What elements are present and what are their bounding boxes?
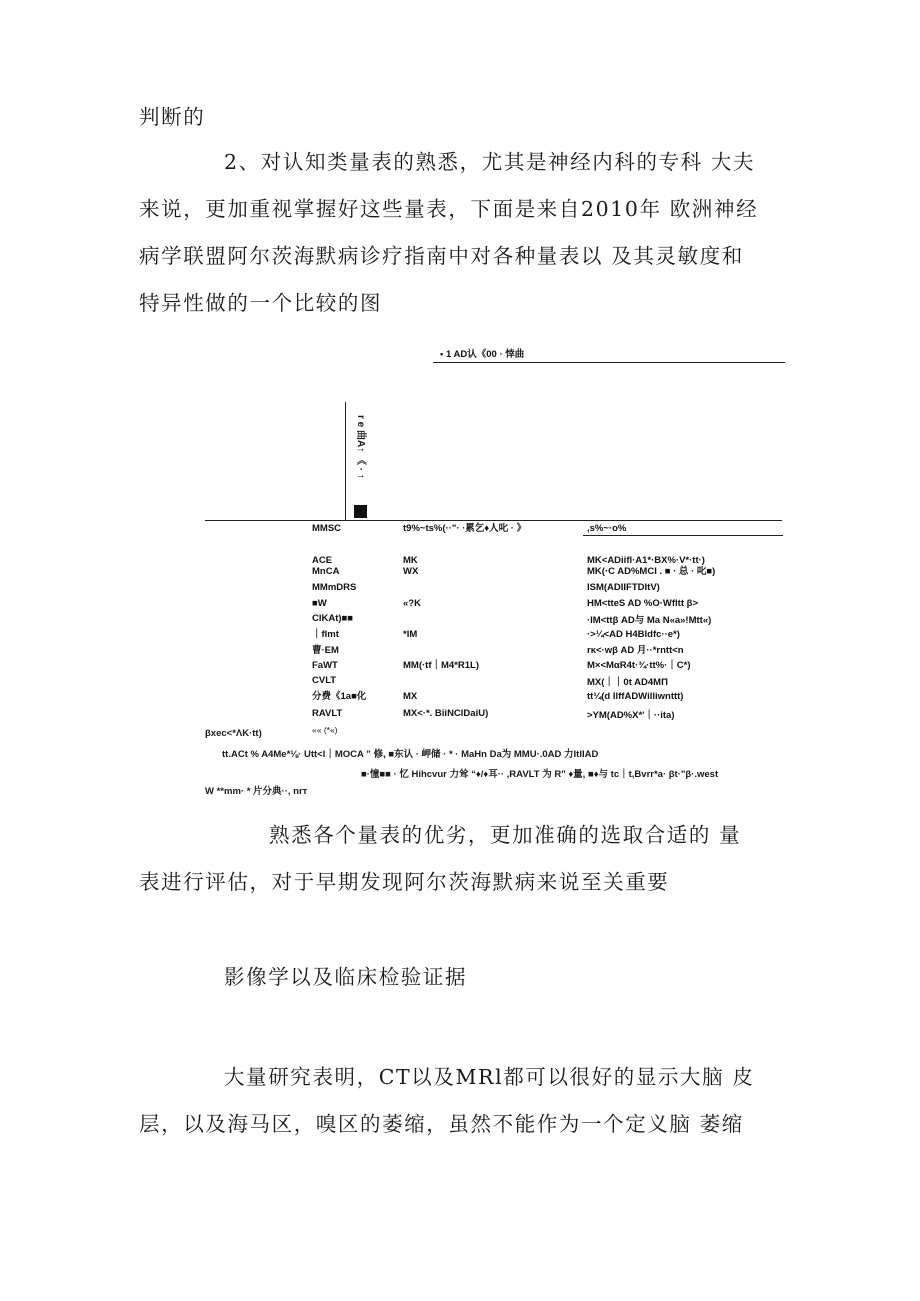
figure-footnote-2: tt.ACt % A4Me*⅛· Utt<l｜MOCA ” 修, ■东认 · 岬储 · * · MaHn Da为 MMU·.0AD 力ItlIAD (222, 749, 599, 760)
heading-text: 影像学以及临床检验证据 (224, 965, 468, 989)
row-9-col3: MX(｜｜0t AD4MΠ (587, 677, 668, 688)
table-header-rule (205, 520, 782, 521)
header-col3: ,s%~·o% (587, 523, 627, 534)
paragraph-evaluation (139, 812, 789, 906)
rotated-axis-label: r e 曲A↑ 《 · ↑ (355, 415, 366, 479)
text-line: 来说，更加重视掌握好这些量表，下面是来自2010年 欧洲神经 (139, 197, 759, 221)
row-8-col2: MM(·tf｜M4*R1L) (403, 660, 479, 671)
row-11-col2: MX<·*. BiiNClDaiU) (403, 708, 489, 719)
figure-footnote-3: ■·憧■■ · 忆 Hihcvur 力耸 “♦/♦耳·· ,RAVLT 为 R" ♦量, ■♦与 tc｜t,Bvrr*a· βt·"β·.west (361, 769, 719, 780)
row-6-col3: ·>¼<AD H4Bldfc··e*) (587, 629, 680, 640)
row-3-col3: ISM(ADIIFTDItV) (587, 582, 660, 593)
row-12-col2: «« (*«) (312, 725, 338, 735)
row-11-col1: RAVLT (312, 708, 343, 719)
text-line: 层，以及海马区，嗅区的萎缩，虽然不能作为一个定义脑 萎缩 (139, 1112, 744, 1136)
text-line: 病学联盟阿尔茨海默病诊疗指南中对各种量表以 及其灵敏度和 (139, 244, 744, 268)
row-2-col2: WX (403, 566, 419, 577)
black-square-marker (354, 505, 367, 518)
row-11-col3: >YM(AD%X*'｜··ita) (587, 710, 675, 721)
row-4-col2: «?K (403, 598, 421, 609)
figure-footnote-1: βxec<*ΛK·tt) (205, 728, 262, 739)
row-4-col3: HM<tteS AD %O·Wfltt β> (587, 598, 698, 609)
row-2-col1: MnCA (312, 566, 340, 577)
row-6-col1: ｜flmt (312, 629, 339, 640)
row-3-col1: MMmDRS (312, 582, 357, 593)
text-line: 特异性做的一个比较的图 (139, 291, 383, 315)
header-col2: t9%~ts%(··"· ·累乞♦人叱 · 》 (403, 523, 527, 534)
figure-footnote-4: W **mm· * 片分典··, nrт (205, 786, 308, 797)
header-col3-rule (583, 535, 783, 536)
row-2-col3: MK(·C AD%MCI . ■ · 总 · 叱■) (587, 566, 716, 577)
row-10-col2: MX (403, 691, 418, 702)
row-1-col1: ACE (312, 555, 333, 566)
row-8-col3: M×<MαR4t·¾·tt%·｜C*) (587, 660, 691, 671)
text-line: 熟悉各个量表的优劣，更加准确的选取合适的 量 (269, 823, 742, 847)
figure-top-rule (433, 362, 785, 363)
row-5-col1: CIKAt)■■ (312, 613, 354, 624)
row-1-col2: MK (403, 555, 418, 566)
row-10-col3: tt¼(d IlffADWilliwnttt) (587, 691, 684, 702)
row-9-col1: CVLT (312, 675, 337, 686)
row-1-col3: MK<ADiifl·A1*·BX%·V*·tt·) (587, 555, 705, 566)
figure-title: • 1 AD认《00 · 悻曲 (440, 349, 525, 360)
text-line: 表进行评估，对于早期发现阿尔茨海默病来说至关重要 (139, 870, 670, 894)
row-10-col1: 分费《1a■化 (312, 691, 367, 702)
paragraph-intro (139, 94, 789, 141)
paragraph-imaging (139, 1054, 789, 1148)
header-col1: MMSC (312, 523, 342, 534)
section-heading-imaging (139, 954, 789, 1001)
row-6-col2: *IM (403, 629, 418, 640)
text-line: 2、对认知类量表的熟悉，尤其是神经内科的专科 大夫 (224, 150, 756, 174)
figure-vertical-rule (345, 402, 346, 520)
row-7-col3: rκ<·wβ AD 月··*rntt<n (587, 645, 684, 656)
row-5-col3: ·IM<ttβ AD与 Ma N«a»!Mtt«) (587, 615, 712, 626)
text-line: 大量研究表明，CT以及MRl都可以很好的显示大脑 皮 (224, 1065, 755, 1089)
row-4-col1: ■W (312, 598, 327, 609)
text-line: 判断的 (139, 105, 206, 129)
row-7-col1: 曹·EM (312, 645, 339, 656)
paragraph-scales (139, 139, 789, 327)
row-8-col1: FaWT (312, 660, 338, 671)
